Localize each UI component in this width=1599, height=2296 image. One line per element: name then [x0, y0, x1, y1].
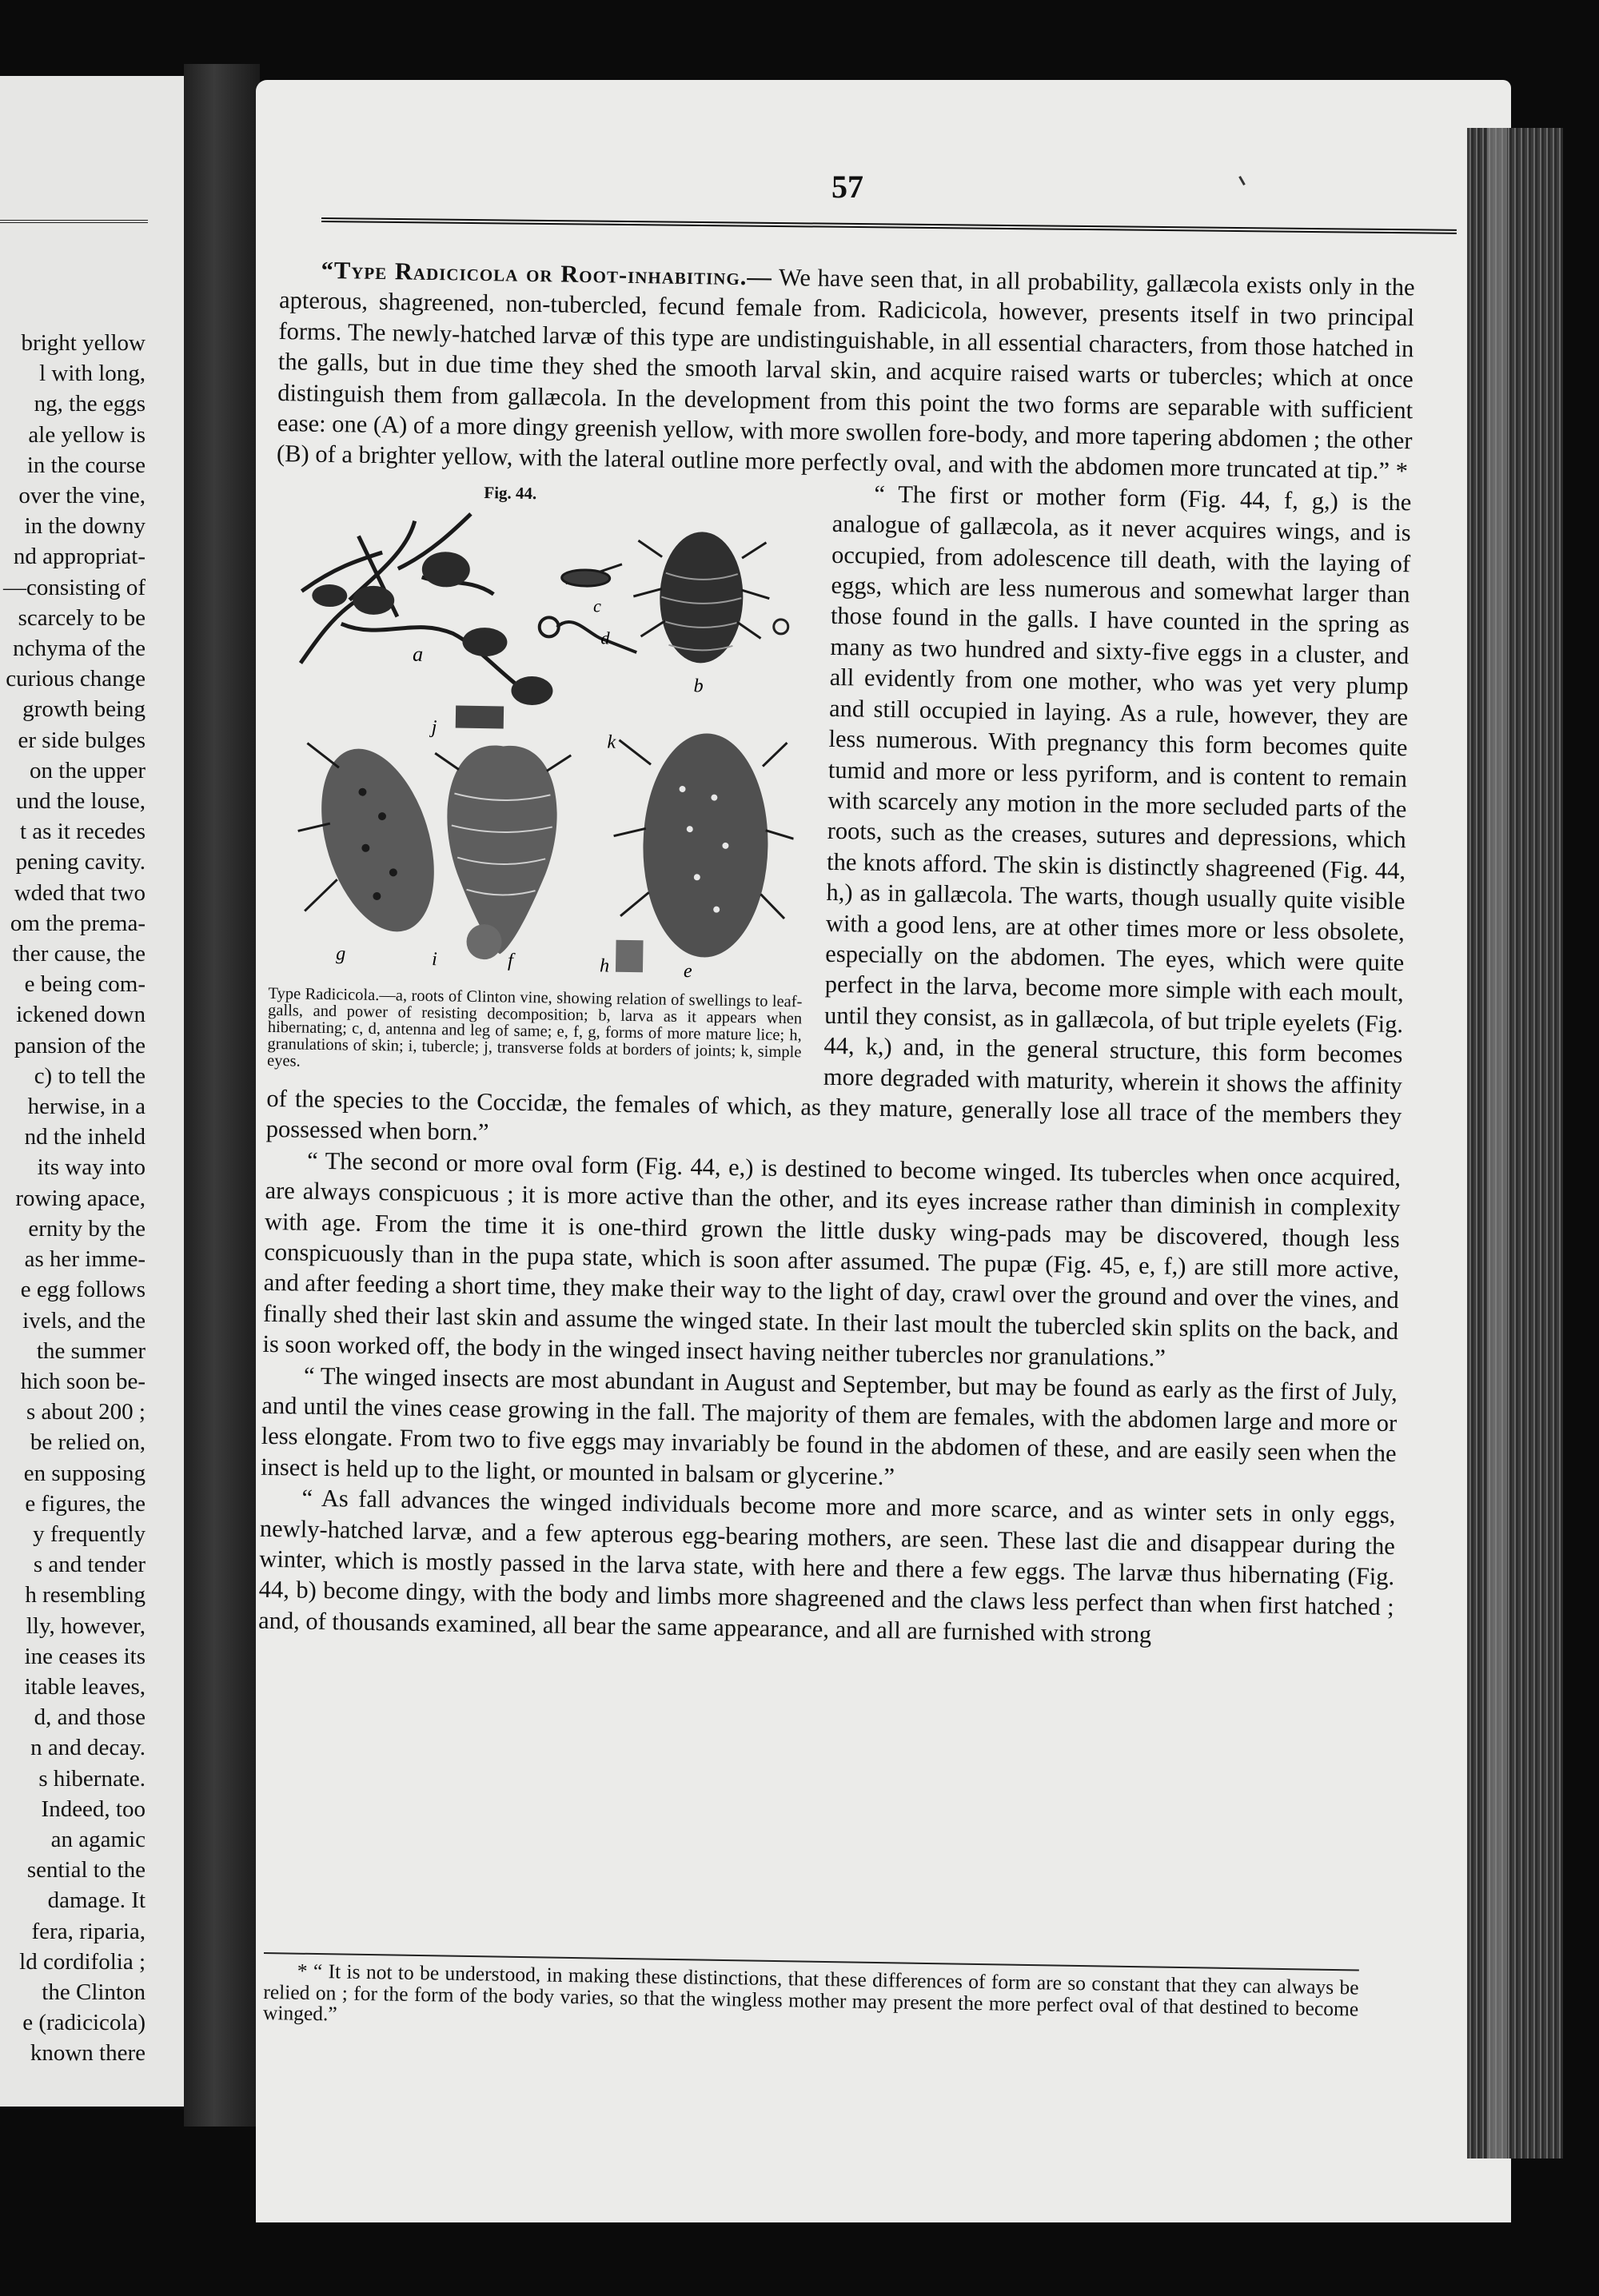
previous-page-line: e being com-	[24, 971, 146, 998]
svg-text:c: c	[592, 596, 602, 616]
phylloxera-illustration	[280, 503, 799, 991]
previous-page-line: ther cause, the	[12, 941, 146, 967]
previous-page-line: ale yellow is	[28, 421, 146, 448]
previous-page-line: rowing apace,	[15, 1185, 146, 1211]
svg-text:i: i	[431, 948, 438, 971]
previous-page-line: fera, riparia,	[31, 1918, 146, 1944]
previous-page-line: c) to tell the	[34, 1062, 146, 1089]
leg-d	[539, 617, 637, 652]
previous-page-line: ng, the eggs	[34, 391, 146, 417]
louse-g	[296, 733, 457, 947]
previous-page-rule	[0, 220, 148, 223]
previous-page-line: known there	[30, 2040, 146, 2067]
svg-text:e: e	[683, 960, 692, 983]
louse-f	[432, 744, 571, 955]
previous-page-line: be relied on,	[30, 1429, 146, 1456]
previous-page-line: y frequently	[33, 1521, 146, 1547]
main-text	[258, 254, 1415, 1653]
previous-page-line: its way into	[37, 1154, 146, 1181]
previous-page-line: over the vine,	[18, 483, 146, 509]
previous-page-line: wded that two	[14, 879, 146, 906]
section-heading: “Type Radicicola or Root-inhabiting.—	[321, 256, 773, 291]
figure-caption: Type Radicicola.—a, roots of Clinton vine, showing relation of swellings to leaf-galls, and power of resisting decomposition; b, larva as it appears when hibernating; c, d, antenna and leg of same; e, f, g, forms of more mature lice; h, granulations of skin; i, tubercle; j, transverse folds at borders of joints; k, simple eyes.	[266, 984, 803, 1070]
book-gutter	[184, 64, 260, 2127]
previous-page-line: ivels, and the	[22, 1307, 146, 1333]
previous-page-line: in the downy	[24, 513, 146, 540]
body-paragraph: “ The second or more oval form (Fig. 44, e,) is destined to become winged. Its tubercles when once acquired, are always conspicuous ; it is more active than the other, and its eyes increase rather than diminish in complexity with age. From the time it is one-third grown the little dusky wing-pads may be discovered, though less conspicuously than in the pupa state, which is soon after assumed. The pupæ (Fig. 45, e, f,) are still more active, and after feeding a short time, they make their way to the light of day, crawl over the ground and over the vines, and finally shed their last skin and assume the winged state. In their last moult the tubercled skin splits on the back, and is soon worked off, the body in the winged insect having neither tubercles nor granulations.”	[262, 1146, 1402, 1372]
previous-page-line: itable leaves,	[24, 1673, 146, 1700]
previous-page-line: ld cordifolia ;	[19, 1948, 146, 1975]
svg-text:b: b	[693, 676, 704, 697]
svg-text:g: g	[336, 943, 346, 965]
previous-page-line: as her imme-	[24, 1246, 146, 1273]
previous-page-line: l with long,	[39, 361, 146, 387]
svg-text:h: h	[599, 955, 610, 977]
svg-text:j: j	[431, 716, 437, 739]
previous-page-line: the summer	[36, 1337, 146, 1364]
body-paragraph: “ As fall advances the winged individuals become more and more scarce, and as winter sets in only eggs, newly-hatched larvæ, and a few apterous egg-bearing mothers, are seen. These last die and disappear during the winter, which is mostly passed in the larva state, with here and there a few eggs. The larvæ thus hibernating (Fig. 44, b) become dingy, with the body and limbs more shagreened and the claws less perfect than when first hatched ; and, of thousands examined, all bear the same appearance, and all are furnished with strong	[257, 1484, 1396, 1648]
skin-fold-j	[456, 705, 504, 728]
previous-page-line: scarcely to be	[18, 604, 146, 631]
figure-label: Fig. 44.	[484, 482, 537, 503]
previous-page-line: und the louse,	[16, 788, 146, 815]
svg-text:f: f	[507, 950, 514, 971]
previous-page-line: en supposing	[23, 1460, 146, 1486]
previous-page-line: lly, however,	[26, 1612, 146, 1639]
previous-page-line: h resembling	[25, 1582, 146, 1608]
footnote-text: * “ It is not to be understood, in making these distinctions, that these differences of form are so constant that they can always be relied on ; for the form of the body varies, so that the wingless mother may present the more perfect oval of that destined to become winged.”	[262, 1959, 1359, 2026]
previous-page-line: sential to the	[26, 1857, 146, 1883]
body-paragraph: “ The winged insects are most abundant in August and September, but may be found as early as the first of July, and until the vines cease growing in the fall. The majority of them are females, with the abdomen large and more or less elongate. From two to five eggs may invariably be found in the abdomen of these, and are easily seen when the insect is held up to the light, or mounted in balsam or glycerine.”	[260, 1361, 1398, 1491]
previous-page-line: s about 200 ;	[26, 1399, 146, 1425]
previous-page-line: an agamic	[50, 1826, 146, 1852]
previous-page-line: —consisting of	[2, 574, 146, 600]
previous-page-line: pansion of the	[14, 1032, 146, 1058]
page-edges-highlight	[1487, 128, 1507, 2158]
previous-page-line: ickened down	[16, 1002, 146, 1028]
previous-page-line: in the course	[26, 452, 146, 478]
previous-page-line: er side bulges	[18, 727, 146, 753]
previous-page	[0, 76, 192, 2107]
previous-page-line: damage. It	[47, 1887, 146, 1914]
svg-text:k: k	[607, 731, 616, 753]
previous-page-line: growth being	[22, 696, 146, 723]
antenna-c	[562, 563, 622, 586]
previous-page-line: e (radicicola)	[22, 2010, 146, 2036]
previous-page-line: e egg follows	[20, 1277, 146, 1303]
previous-page-line: om the prema-	[10, 910, 146, 936]
previous-page-line: the Clinton	[42, 1979, 146, 2005]
previous-page-line: curious change	[6, 666, 146, 692]
previous-page-line: herwise, in a	[27, 1094, 146, 1120]
previous-page-line: e figures, the	[25, 1490, 146, 1517]
previous-page-line: bright yellow	[21, 330, 146, 356]
previous-page-line: ernity by the	[28, 1215, 146, 1242]
intro-paragraph	[277, 254, 1415, 487]
previous-page-line: d, and those	[34, 1704, 146, 1731]
previous-page-line: s and tender	[33, 1552, 146, 1578]
previous-page-line: t as it recedes	[19, 819, 146, 845]
previous-page-line: s hibernate.	[38, 1765, 146, 1792]
previous-page-line: n and decay.	[30, 1735, 146, 1761]
previous-page-line: on the upper	[30, 757, 146, 783]
previous-page-text-column	[0, 328, 146, 2069]
previous-page-line: pening cavity.	[15, 849, 146, 875]
intro-text: We have seen that, in all probability, gallæcola exists only in the apterous, shagreened, non-tubercled, fecund female from. Radicicola, however, presents itself in two principal forms. The newly-hatched larvæ of this type are undistinguishable, in all essential characters, from those hatched in the galls, but in due time they shed the smooth larval skin, and acquire raised warts or tubercles; which at once distinguish them from gallæcola. In the development from this point the two forms are separable with sufficient ease: one (A) of a more dingy greenish yellow, with more swollen fore-body, and more tapering abdomen ; the other (B) of a brighter yellow, with the lateral outline more perfectly oval, and with the abdomen more truncated at tip.” *	[276, 263, 1415, 485]
figure-44	[267, 474, 811, 1084]
previous-page-line: nd the inheld	[24, 1124, 146, 1150]
louse-e	[612, 732, 795, 959]
previous-page-line: Indeed, too	[41, 1796, 146, 1822]
granulation-h	[616, 940, 644, 973]
previous-page-line: ine ceases its	[24, 1643, 146, 1669]
label-a: a	[412, 642, 424, 666]
previous-page-line: hich soon be-	[20, 1368, 146, 1394]
previous-page-line: nchyma of the	[13, 636, 146, 662]
larva-b	[632, 531, 771, 664]
page-number: 57	[831, 169, 863, 205]
page-edges	[1467, 128, 1563, 2158]
body-paragraph: “ The first or mother form (Fig. 44, f, g,) is the analogue of gallæcola, as it never acquires wings, and is occupied, from adolescence till death, with the laying of eggs, which are less numerous and somewhat larger than those found in the galls. I have counted in the spring as many as two hundred and sixty-five eggs in a cluster, and all evidently from one mother, who was yet very plump and still occupied in laying. As a rule, however, they are less numerous. With pregnancy this form becomes quite tumid and more or less pyriform, and is content to remain with scarcely any motion in the more secluded parts of the roots, such as the creases, sutures and depressions, which the knots afford. The skin is distinctly shagreened (Fig. 44, h,) as in gallæcola. The warts, though usually quite visible with a good lens, are at other times more or less obsolete, especially on the abdomen. The eyes, which were quite perfect in the larva, become more simple with each moult, until they consist, as in gallæcola, of but triple eyelets (Fig. 44, k,) and, in the general structure, this form becomes more degraded with maturity, wherein it shows the affinity of the species to the Coccidæ, the females of which, as they mature, generally lose all trace of the members they possessed when born.”	[265, 480, 1412, 1146]
previous-page-line: nd appropriat-	[13, 544, 146, 570]
svg-text:d: d	[600, 628, 610, 648]
